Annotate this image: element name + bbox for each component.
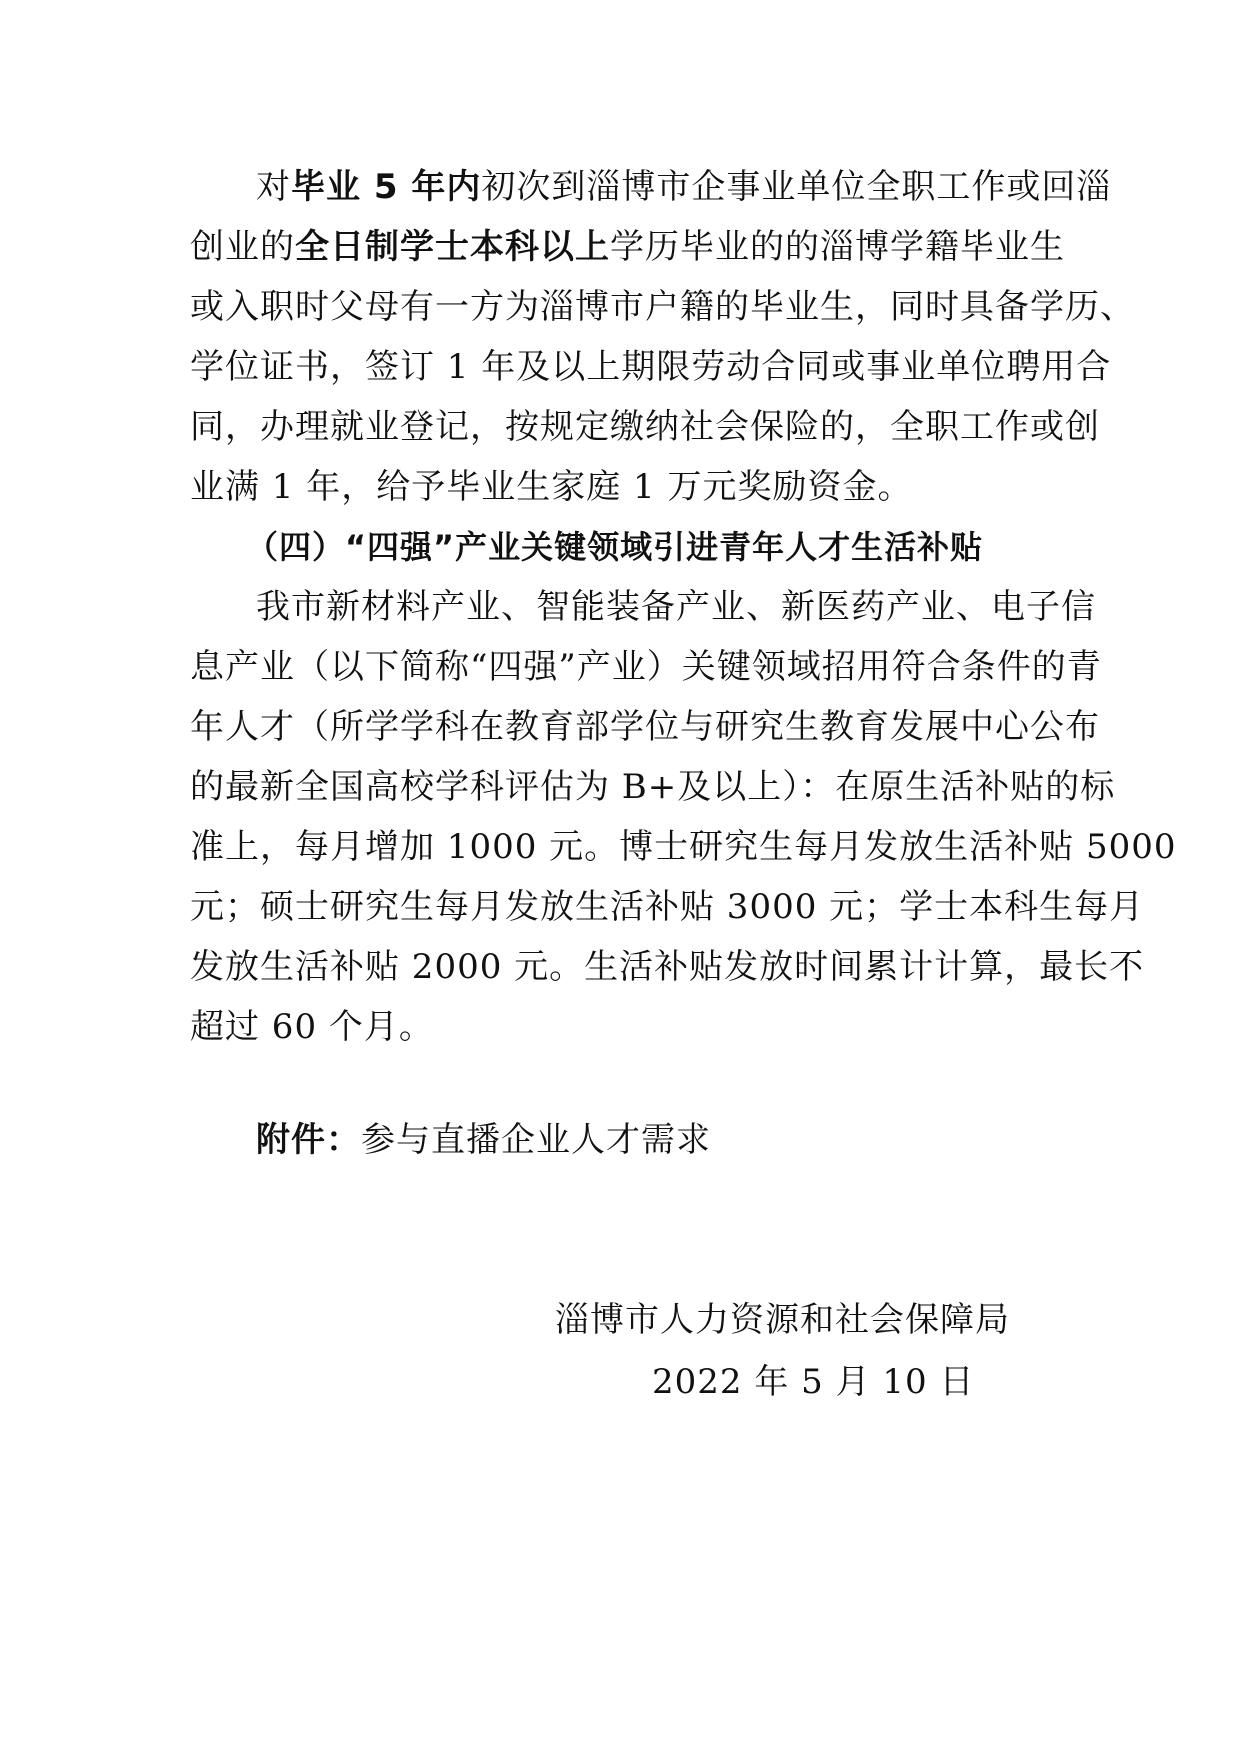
section-heading-4: （四）“四强”产业关键领域引进青年人才生活补贴 bbox=[246, 528, 984, 566]
signature-org: 淄博市人力资源和社会保障局 bbox=[555, 1300, 1010, 1340]
para1-line-6: 业满 1 年，给予毕业生家庭 1 万元奖励资金。 bbox=[190, 467, 913, 507]
para1-line-1-post: 初次到淄博市企事业单位全职工作或回淄 bbox=[481, 167, 1112, 207]
para2-line-1: 我市新材料产业、智能装备产业、新医药产业、电子信 bbox=[256, 587, 1096, 627]
para1-line-4: 学位证书，签订 1 年及以上期限劳动合同或事业单位聘用合 bbox=[190, 347, 1112, 387]
attachment-label: 附件： bbox=[256, 1120, 361, 1160]
para2-line-6: 元；硕士研究生每月发放生活补贴 3000 元；学士本科生每月 bbox=[190, 887, 1145, 927]
para1-line-3: 或入职时父母有一方为淄博市户籍的毕业生，同时具备学历、 bbox=[190, 287, 1135, 327]
attachment-line bbox=[256, 1110, 711, 1170]
para2-line-3: 年人才（所学学科在教育部学位与研究生教育发展中心公布 bbox=[190, 707, 1100, 747]
para2-line-8: 超过 60 个月。 bbox=[190, 1007, 434, 1047]
signature-date: 2022 年 5 月 10 日 bbox=[652, 1362, 975, 1402]
para1-line-2-pre: 创业的 bbox=[190, 227, 295, 267]
para1-line-2-bold: 全日制学士本科以上 bbox=[295, 227, 610, 267]
para1-line-1-bold: 毕业 5 年内 bbox=[291, 167, 482, 207]
para2-line-7: 发放生活补贴 2000 元。生活补贴发放时间累计计算，最长不 bbox=[190, 947, 1145, 987]
para2-line-2: 息产业（以下简称“四强”产业）关键领域招用符合条件的青 bbox=[190, 647, 1102, 687]
attachment-text: 参与直播企业人才需求 bbox=[361, 1120, 711, 1160]
para1-line-5: 同，办理就业登记，按规定缴纳社会保险的，全职工作或创 bbox=[190, 407, 1100, 447]
para1-line-2-post: 学历毕业的的淄博学籍毕业生 bbox=[610, 227, 1065, 267]
para2-line-4: 的最新全国高校学科评估为 B+及以上）：在原生活补贴的标 bbox=[190, 767, 1116, 807]
para1-line-2 bbox=[190, 217, 1065, 277]
para1-line-1-pre: 对 bbox=[256, 167, 291, 207]
para1-line-1 bbox=[256, 157, 1111, 217]
para2-line-5: 准上，每月增加 1000 元。博士研究生每月发放生活补贴 5000 bbox=[190, 827, 1177, 867]
